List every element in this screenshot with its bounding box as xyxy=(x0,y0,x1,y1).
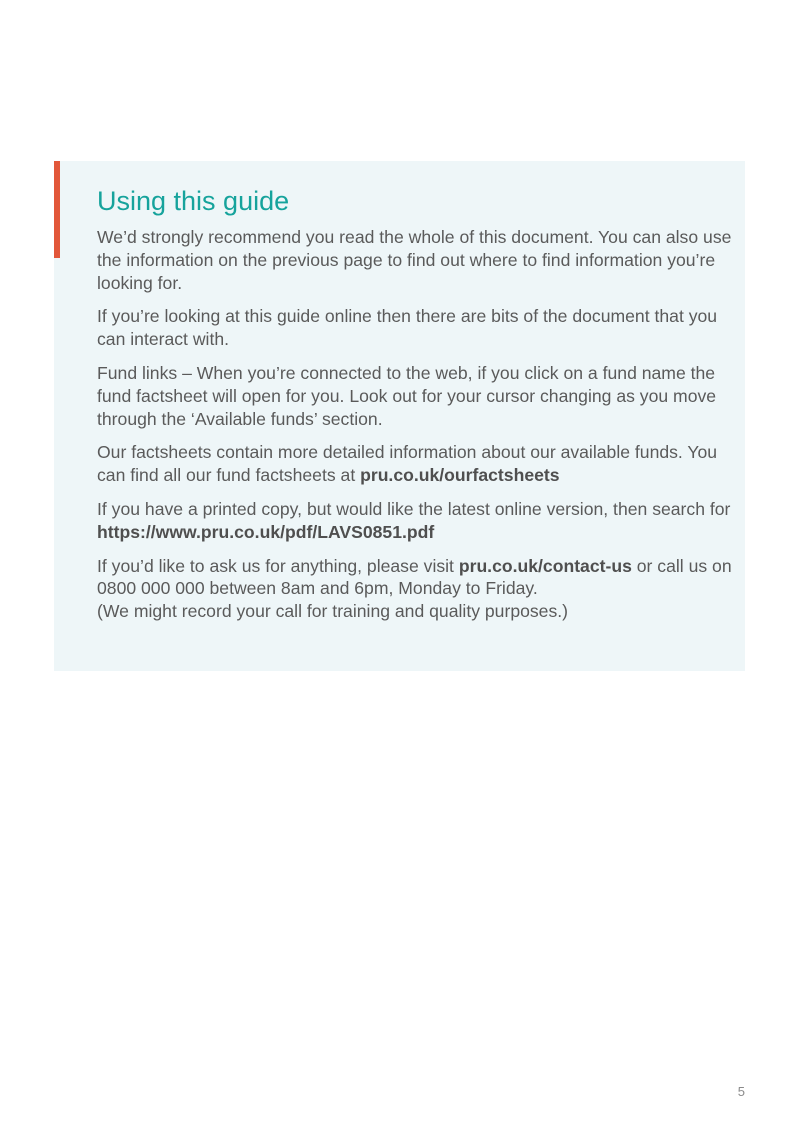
pdf-link[interactable]: https://www.pru.co.uk/pdf/LAVS0851.pdf xyxy=(97,521,435,542)
guide-title: Using this guide xyxy=(97,186,290,216)
contact-text-start: If you’d like to ask us for anything, please visit xyxy=(97,555,459,576)
paragraph-recommendation: We’d strongly recommend you read the whole of this document. You can also use the information on the previous page to find out where to find information you’re looking for. xyxy=(97,227,732,293)
printed-copy-text: If you have a printed copy, but would like the latest online version, then search for xyxy=(97,498,731,519)
accent-bar xyxy=(54,161,60,258)
factsheets-link[interactable]: pru.co.uk/ourfactsheets xyxy=(360,465,560,486)
paragraph-fund-links: Fund links – When you’re connected to the web, if you click on a fund name the fund factsheet will open for you. Look out for your cursor changing as you move through the ‘Available funds’ section. xyxy=(97,362,717,429)
paragraph-contact xyxy=(97,555,737,623)
paragraph-printed-copy xyxy=(97,498,737,544)
paragraph-factsheets xyxy=(97,441,737,487)
guide-content xyxy=(97,184,737,634)
contact-text-end: or call us on 0800 000 000 between 8am and 6pm, Monday to Friday. xyxy=(97,555,732,599)
paragraph-online-interaction: If you’re looking at this guide online then there are bits of the document that you can interact with. xyxy=(97,306,718,350)
call-recording-note: (We might record your call for training and quality purposes.) xyxy=(97,601,569,622)
factsheets-text: Our factsheets contain more detailed information about our available funds. You can find all our fund factsheets at xyxy=(97,442,718,486)
contact-link[interactable]: pru.co.uk/contact-us xyxy=(458,555,632,576)
page-number: 5 xyxy=(737,1084,745,1099)
